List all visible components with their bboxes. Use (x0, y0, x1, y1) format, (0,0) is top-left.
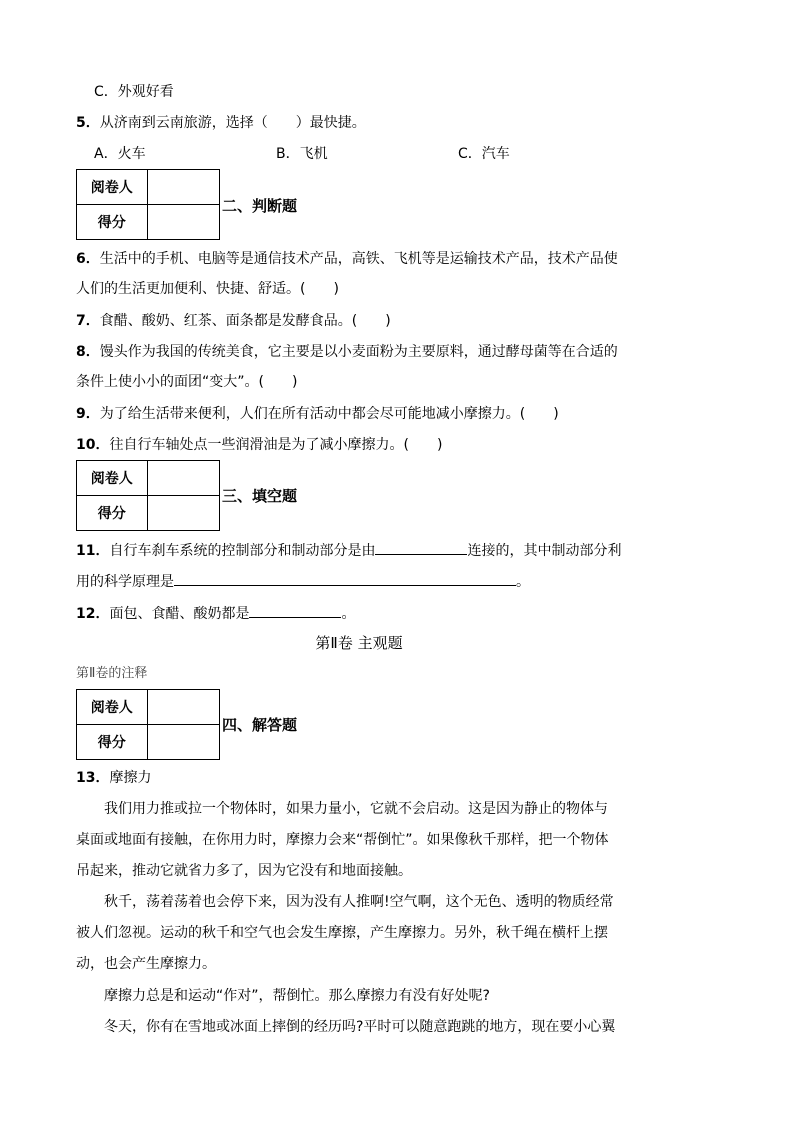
question-9 (76, 404, 559, 424)
question-text: 食醋、酸奶、红茶、面条都是发酵食品。( ) (99, 313, 391, 329)
reviewer-field[interactable] (147, 170, 219, 205)
score-field[interactable] (147, 725, 219, 760)
score-label: 得分 (77, 496, 148, 531)
score-label: 得分 (77, 725, 148, 760)
passage-line: 秋千，荡着荡着也会停下来，因为没有人推啊!空气啊，这个无色、透明的物质经常 (104, 894, 614, 910)
question-number: 8． (76, 344, 100, 360)
part-2-title: 第Ⅱ卷 主观题 (315, 634, 403, 652)
passage-line: 吊起来，推动它就省力多了，因为它没有和地面接触。 (76, 863, 412, 879)
passage-line: 冬天，你有在雪地或冰面上摔倒的经历吗?平时可以随意跑跳的地方，现在要小心翼 (104, 1019, 616, 1035)
question-13 (76, 768, 151, 788)
answer-blank[interactable] (249, 601, 341, 618)
question-number: 7． (76, 313, 100, 329)
passage-line: 桌面或地面有接触，在你用力时，摩擦力会来“帮倒忙”。如果像秋千那样，把一个物体 (76, 832, 609, 848)
question-text: 馒头作为我国的传统美食，它主要是以小麦面粉为主要原料，通过酵母菌等在合适的 (99, 344, 618, 360)
question-8-cont: 条件上使小小的面团“变大”。( ) (76, 374, 298, 390)
reviewer-label: 阅卷人 (77, 461, 148, 496)
passage-title: 摩擦力 (109, 770, 152, 786)
question-text-end: 。 (516, 574, 530, 590)
question-text: 为了给生活带来便利，人们在所有活动中都会尽可能地减小摩擦力。( ) (99, 406, 559, 422)
q5-options (94, 144, 510, 164)
reviewer-field[interactable] (147, 690, 219, 725)
answer-blank[interactable] (174, 569, 516, 586)
question-number: 12． (76, 606, 110, 622)
question-text: 往自行车轴处点一些润滑油是为了减小摩擦力。( ) (109, 437, 443, 453)
question-11 (76, 538, 621, 561)
section-title-fill: 三、填空题 (222, 487, 298, 505)
score-label: 得分 (77, 205, 148, 240)
section-title-answer: 四、解答题 (222, 716, 298, 734)
question-text-cont: 连接的，其中制动部分利 (467, 543, 622, 559)
q5-option-a: A．火车 (94, 146, 146, 162)
passage-line: 摩擦力总是和运动“作对”，帮倒忙。那么摩擦力有没有好处呢? (104, 988, 490, 1004)
section-title-judge: 二、判断题 (222, 197, 298, 215)
question-text-end: 。 (341, 606, 356, 622)
question-6 (76, 249, 618, 269)
reviewer-label: 阅卷人 (77, 690, 148, 725)
question-text: 自行车刹车系统的控制部分和制动部分是由 (109, 543, 376, 559)
q5-option-c: C．汽车 (458, 146, 510, 162)
question-number: 6． (76, 251, 100, 267)
q4-option-c: C．外观好看 (94, 84, 174, 100)
question-text: 生活中的手机、电脑等是通信技术产品，高铁、飞机等是运输技术产品，技术产品使 (99, 251, 618, 267)
question-10 (76, 435, 442, 455)
question-8 (76, 342, 618, 362)
question-number: 11． (76, 543, 110, 559)
reviewer-field[interactable] (147, 461, 219, 496)
question-text: 从济南到云南旅游，选择（ ）最快捷。 (99, 115, 366, 131)
score-field[interactable] (147, 496, 219, 531)
question-11-cont (76, 569, 530, 592)
question-number: 10． (76, 437, 110, 453)
question-12 (76, 601, 355, 624)
answer-blank[interactable] (375, 538, 467, 555)
score-box-fill (76, 460, 220, 531)
question-number: 9． (76, 406, 100, 422)
question-text: 用的科学原理是 (76, 574, 174, 590)
score-box-answer (76, 689, 220, 760)
passage-line: 我们用力推或拉一个物体时，如果力量小，它就不会启动。这是因为静止的物体与 (104, 801, 608, 817)
question-number: 5． (76, 115, 100, 131)
score-field[interactable] (147, 205, 219, 240)
passage-line: 动，也会产生摩擦力。 (76, 956, 216, 972)
part-2-note: 第Ⅱ卷的注释 (76, 666, 148, 681)
score-box-judge (76, 169, 220, 240)
question-text: 面包、食醋、酸奶都是 (109, 606, 250, 622)
question-number: 13． (76, 770, 110, 786)
question-5 (76, 113, 366, 133)
q5-option-b: B．飞机 (276, 146, 328, 162)
question-7 (76, 311, 391, 331)
passage-line: 被人们忽视。运动的秋千和空气也会发生摩擦，产生摩擦力。另外，秋千绳在横杆上摆 (76, 925, 608, 941)
reviewer-label: 阅卷人 (77, 170, 148, 205)
question-6-cont: 人们的生活更加便利、快捷、舒适。( ) (76, 281, 339, 297)
